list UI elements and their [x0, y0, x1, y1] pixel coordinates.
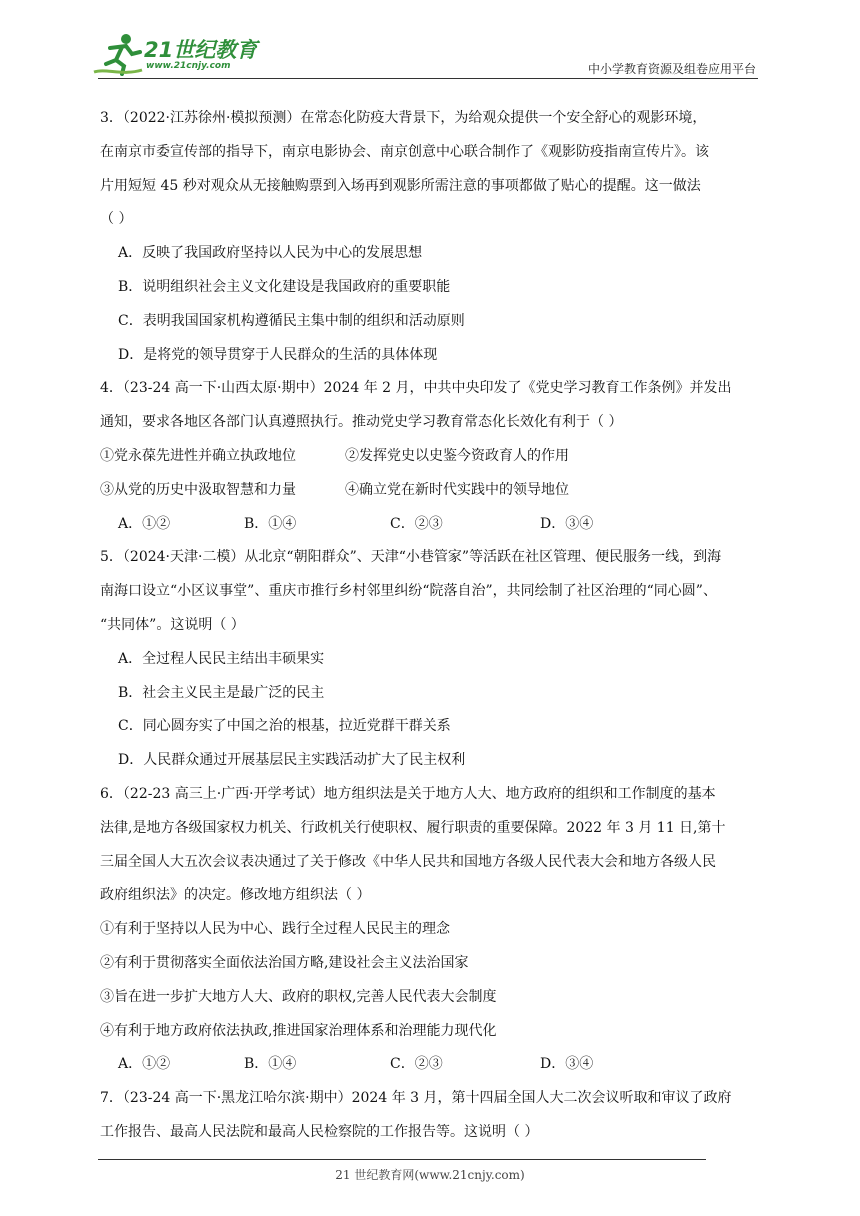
- question-stem-line: 4．（23-24 高一下·山西太原·期中）2024 年 2 月，中共中央印发了《党史学习教育工作条例》并发出: [100, 380, 732, 397]
- page-header: [0, 0, 860, 80]
- page-footer: 21 世纪教育网(www.21cnjy.com): [335, 1168, 525, 1182]
- statement-1: ①党永葆先进性并确立执政地位: [100, 447, 296, 464]
- question-stem-line: 6．（22-23 高三上·广西·开学考试）地方组织法是关于地方人大、地方政府的组织和工作制度的基本: [100, 785, 716, 802]
- option-b: B．说明组织社会主义文化建设是我国政府的重要职能: [118, 278, 451, 295]
- question-7: [100, 1082, 764, 1150]
- logo-url: www.21cnjy.com: [146, 61, 231, 71]
- choice-b: B．①④: [244, 1056, 297, 1073]
- statement-3: ③旨在进一步扩大地方人大、政府的职权,完善人民代表大会制度: [100, 988, 497, 1005]
- choice-a: A．①②: [118, 515, 171, 532]
- option-a: A．反映了我国政府坚持以人民为中心的发展思想: [118, 245, 423, 262]
- question-stem-line: 通知，要求各地区各部门认真遵照执行。推动党史学习教育常态化长效化有利于（ ）: [100, 414, 623, 431]
- choice-c: C．②③: [390, 1056, 443, 1073]
- statement-2: ②有利于贯彻落实全面依法治国方略,建设社会主义法治国家: [100, 954, 469, 971]
- option-c: C．表明我国国家机构遵循民主集中制的组织和活动原则: [118, 312, 465, 329]
- choice-d: D．③④: [540, 1056, 594, 1073]
- question-stem-line: 在南京市委宣传部的指导下，南京电影协会、南京创意中心联合制作了《观影防疫指南宣传片》。该: [100, 143, 709, 160]
- question-stem-line: （ ）: [100, 211, 133, 228]
- statement-4: ④确立党在新时代实践中的领导地位: [345, 481, 569, 498]
- statement-3: ③从党的历史中汲取智慧和力量: [100, 481, 296, 498]
- question-content: [100, 102, 764, 1150]
- option-d: D．人民群众通过开展基层民主实践活动扩大了民主权利: [118, 752, 466, 769]
- header-divider: [98, 78, 758, 79]
- logo-wordmark: 21世纪教育: [144, 38, 258, 62]
- footer-divider: [98, 1159, 706, 1160]
- question-stem-line: 3．（2022·江苏徐州·模拟预测）在常态化防疫大背景下，为给观众提供一个安全舒心的观影环境，: [100, 110, 707, 126]
- choice-row: [100, 1048, 764, 1082]
- choice-a: A．①②: [118, 1056, 171, 1073]
- question-stem-line: “共同体”。这说明（ ）: [100, 616, 245, 633]
- statement-2: ②发挥党史以史鉴今资政育人的作用: [345, 447, 569, 464]
- statement-row: [100, 440, 764, 474]
- question-stem-line: 法律,是地方各级国家权力机关、行政机关行使职权、履行职责的重要保障。2022 年 3 月 11 日,第十: [100, 819, 726, 836]
- choice-row: [100, 508, 764, 542]
- question-stem-line: 片用短短 45 秒对观众从无接触购票到入场再到观影所需注意的事项都做了贴心的提醒。这一做法: [100, 177, 701, 194]
- question-stem-line: 7．（23-24 高一下·黑龙江哈尔滨·期中）2024 年 3 月，第十四届全国人大二次会议听取和审议了政府: [100, 1090, 732, 1107]
- question-3: [100, 102, 764, 372]
- question-5: [100, 541, 764, 778]
- choice-c: C．②③: [390, 515, 443, 532]
- platform-label: 中小学教育资源及组卷应用平台: [587, 62, 756, 76]
- option-b: B．社会主义民主是最广泛的民主: [118, 684, 325, 701]
- question-stem-line: 5．（2024·天津·二模）从北京“朝阳群众”、天津“小巷管家”等活跃在社区管理、便民服务一线，到海: [100, 549, 722, 566]
- statement-row: [100, 474, 764, 508]
- question-stem-line: 三届全国人大五次会议表决通过了关于修改《中华人民共和国地方各级人民代表大会和地方各级人民: [100, 853, 716, 870]
- option-c: C．同心圆夯实了中国之治的根基，拉近党群干群关系: [118, 718, 451, 735]
- statement-1: ①有利于坚持以人民为中心、践行全过程人民民主的理念: [100, 921, 450, 938]
- choice-d: D．③④: [540, 515, 594, 532]
- choice-b: B．①④: [244, 515, 297, 532]
- question-stem-line: 政府组织法》的决定。修改地方组织法（ ）: [100, 887, 371, 904]
- option-a: A．全过程人民民主结出丰硕果实: [118, 650, 325, 667]
- statement-4: ④有利于地方政府依法执政,推进国家治理体系和治理能力现代化: [100, 1022, 497, 1039]
- site-logo: [92, 32, 262, 78]
- question-6: [100, 778, 764, 1082]
- question-4: [100, 372, 764, 541]
- question-stem-line: 工作报告、最高人民法院和最高人民检察院的工作报告等。这说明（ ）: [100, 1123, 539, 1140]
- option-d: D．是将党的领导贯穿于人民群众的生活的具体体现: [118, 346, 438, 363]
- running-figure-icon: [92, 32, 144, 78]
- question-stem-line: 南海口设立“小区议事堂”、重庆市推行乡村邻里纠纷“院落自治”，共同绘制了社区治理的“同心圆”、: [100, 583, 717, 600]
